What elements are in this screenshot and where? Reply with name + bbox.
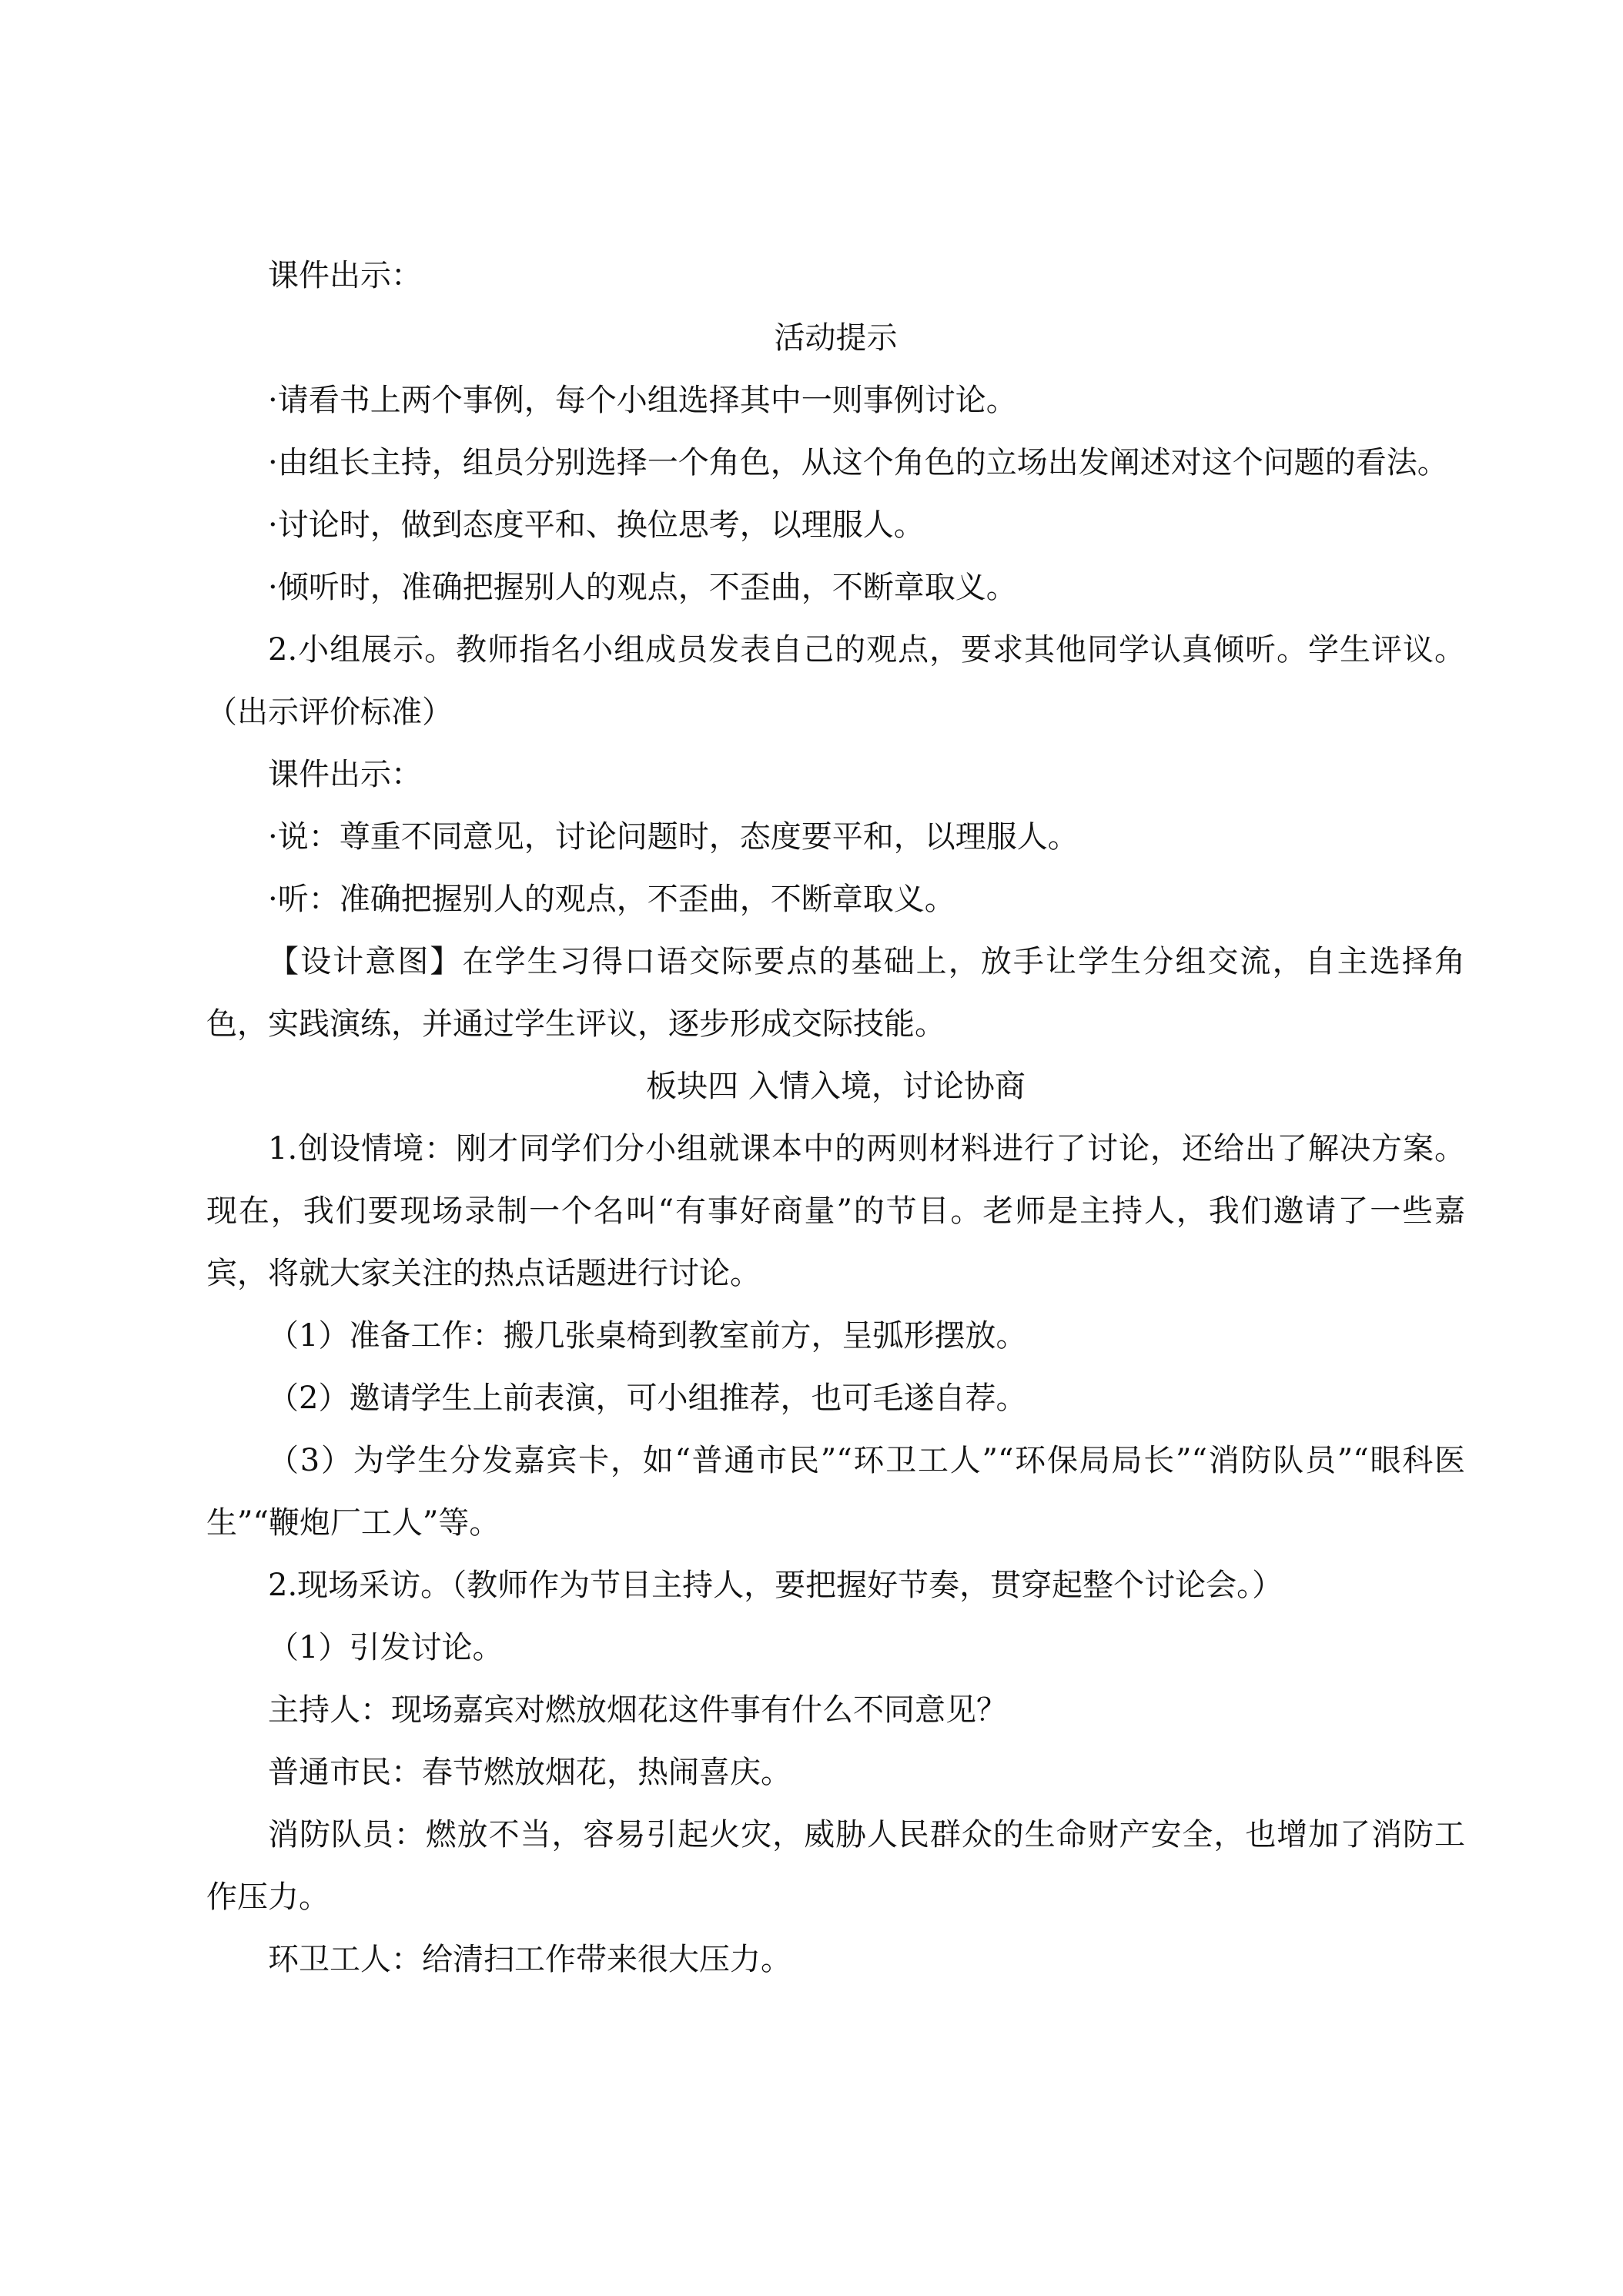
dialogue-host: 主持人：现场嘉宾对燃放烟花这件事有什么不同意见？ (268, 1692, 1007, 1728)
dialogue-citizen: 普通市民：春节燃放烟花，热闹喜庆。 (268, 1755, 791, 1790)
paragraph-group-display: 2.小组展示。教师指名小组成员发表自己的观点，要求其他同学认真倾听。学生评议。（出示评价标准） (206, 632, 1465, 730)
step-preparation: （1）准备工作：搬几张桌椅到教室前方，呈弧形摆放。 (268, 1318, 1027, 1354)
activity-tips-heading: 活动提示 (774, 320, 898, 356)
dialogue-firefighter: 消防队员：燃放不当，容易引起火灾，威胁人民群众的生命财产安全，也增加了消防工作压力。 (206, 1817, 1465, 1915)
section-heading-block-four: 板块四 入情入境，讨论协商 (646, 1069, 1026, 1104)
step-guest-cards: （3）为学生分发嘉宾卡，如“普通市民”“环卫工人”“环保局局长”“消防队员”“眼科医生”“鞭炮厂工人”等。 (206, 1443, 1465, 1541)
paragraph-courseware-show-2: 课件出示： (268, 757, 422, 792)
bullet-read-examples: ·请看书上两个事例，每个小组选择其中一则事例讨论。 (268, 383, 1017, 418)
bullet-listening: ·倾听时，准确把握别人的观点，不歪曲，不断章取义。 (268, 570, 1017, 605)
bullet-discussion-attitude: ·讨论时，做到态度平和、换位思考，以理服人。 (268, 507, 925, 543)
paragraph-design-intent: 【设计意图】在学生习得口语交际要点的基础上，放手让学生分组交流，自主选择角色，实践演练，并通过学生评议，逐步形成交际技能。 (206, 944, 1465, 1042)
paragraph-create-scene: 1.创设情境：刚才同学们分小组就课本中的两则材料进行了讨论，还给出了解决方案。现在，我们要现场录制一个名叫“有事好商量”的节目。老师是主持人，我们邀请了一些嘉宾，将就大家关注的热点话题进行讨论。 (206, 1131, 1465, 1291)
document-body (206, 245, 1465, 1991)
bullet-group-leader: ·由组长主持，组员分别选择一个角色，从这个角色的立场出发阐述对这个问题的看法。 (268, 445, 1448, 480)
dialogue-sanitation-worker: 环卫工人：给清扫工作带来很大压力。 (268, 1942, 791, 1977)
bullet-speaking: ·说：尊重不同意见，讨论问题时，态度要平和，以理服人。 (268, 819, 1079, 855)
bullet-hearing: ·听：准确把握别人的观点，不歪曲，不断章取义。 (268, 882, 955, 917)
step-start-discussion: （1）引发讨论。 (268, 1630, 504, 1665)
step-invite-students: （2）邀请学生上前表演，可小组推荐，也可毛遂自荐。 (268, 1381, 1027, 1416)
paragraph-live-interview: 2.现场采访。（教师作为节目主持人，要把握好节奏，贯穿起整个讨论会。） (268, 1568, 1283, 1603)
paragraph-courseware-show-1: 课件出示： (268, 258, 422, 293)
